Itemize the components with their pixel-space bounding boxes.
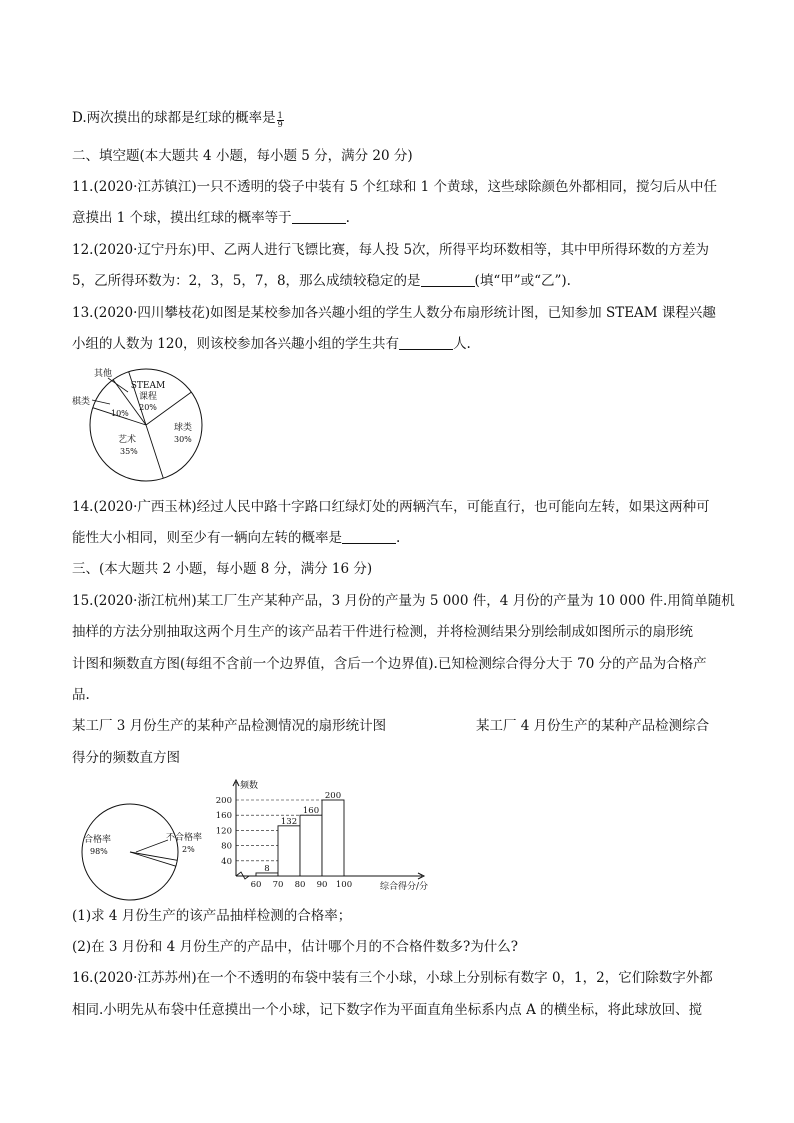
y-tick-label: 120 (215, 826, 232, 837)
leader-line-fail (136, 840, 168, 852)
label-pass-pct: 98% (90, 847, 108, 856)
section-3-heading: 三、(本大题共 2 小题，每小题 8 分，满分 16 分) (72, 561, 373, 577)
chart-caption-2-cont: 得分的频数直方图 (72, 750, 180, 766)
x-tick-label: 90 (316, 880, 328, 890)
bar-value-label: 160 (302, 806, 320, 817)
q11-line1: 11.(2020·江苏镇江)一只不透明的袋子中装有 5 个红球和 1 个黄球，这些球除颜色外都相同，搅匀后从中任 (72, 179, 717, 195)
q14-line1: 14.(2020·广西玉林)经过人民中路十字路口红绿灯处的两辆汽车，可能直行，也可能向左转，如果这两种可 (72, 499, 710, 515)
q14-line2-text: 能性大小相同，则至少有一辆向左转的概率是 (72, 530, 342, 546)
label-other: 其他 (94, 369, 113, 379)
label-chess-pct: 10% (111, 409, 129, 418)
x-tick-label: 60 (250, 880, 262, 890)
answer-blank (342, 530, 396, 544)
q15-line4: 品. (72, 687, 90, 703)
label-ball-pct: 30% (174, 435, 192, 444)
x-tick-label: 80 (294, 880, 306, 890)
q14-line2 (72, 528, 400, 548)
q15-line3: 计图和频数直方图(每组不含前一个边界值，含后一个边界值).已知检测综合得分大于 70 分的产品为合格产 (72, 656, 707, 672)
bar-value-label: 132 (280, 816, 298, 827)
label-art-pct: 35% (120, 447, 138, 456)
bar-value-label: 200 (324, 791, 342, 801)
leader-line-other (108, 378, 128, 392)
label-fail-pct: 2% (182, 845, 195, 854)
q13-line2-end: 人. (453, 336, 471, 352)
bar-value-label: 8 (264, 863, 270, 874)
label-steam-pct: 20% (139, 403, 157, 412)
histogram-bar (322, 800, 344, 876)
q12-line2-end: (填“甲”或“乙”). (474, 273, 571, 289)
option-d (72, 108, 284, 129)
answer-blank (399, 336, 453, 350)
y-axis-label: 频数 (240, 781, 259, 791)
q13-pie-chart (70, 362, 220, 492)
label-art: 艺术 (118, 435, 137, 445)
q13-pie-slice-edge-2 (146, 425, 163, 478)
q12-line2-text: 5，乙所得环数为：2，3，5，7，8，那么成绩较稳定的是 (72, 273, 421, 289)
label-steam-2: 课程 (138, 392, 158, 402)
q11-line2-text: 意摸出 1 个球，摸出红球的概率等于 (72, 210, 292, 226)
histogram-bar (300, 815, 322, 876)
q16-line2: 相同.小明先从布袋中任意摸出一个小球，记下数字作为平面直角坐标系内点 A 的横坐标，将此球放回、搅 (72, 1002, 703, 1018)
label-ball: 球类 (174, 423, 193, 433)
q11-line2-end: . (345, 210, 350, 226)
histogram-bar (278, 826, 300, 876)
answer-blank (292, 210, 346, 224)
fraction-denominator: 9 (277, 120, 283, 129)
y-tick-label: 80 (221, 841, 232, 852)
label-pass: 合格率 (84, 835, 112, 845)
q13-line1: 13.(2020·四川攀枝花)如图是某校参加各兴趣小组的学生人数分布扇形统计图，已知参加 STEAM 课程兴趣 (72, 305, 716, 321)
q15-line1: 15.(2020·浙江杭州)某工厂生产某种产品，3 月份的产量为 5 000 件，4 月份的产量为 10 000 件.用简单随机 (72, 593, 735, 609)
chart-caption-2: 某工厂 4 月份生产的某种产品检测综合 (476, 718, 710, 734)
q15-part1: (1)求 4 月份生产的该产品抽样检测的合格率； (72, 908, 352, 924)
q14-line2-end: . (396, 530, 401, 546)
y-tick-label: 200 (215, 796, 232, 806)
x-tick-label: 70 (272, 880, 284, 890)
q13-line2-text: 小组的人数为 120，则该校参加各兴趣小组的学生共有 (72, 336, 400, 352)
y-tick-label: 160 (215, 811, 232, 822)
y-tick-label: 40 (221, 856, 232, 867)
answer-blank (421, 273, 475, 287)
section-2-heading: 二、填空题(本大题共 4 小题，每小题 5 分，满分 20 分) (72, 148, 413, 164)
q12-line2 (72, 271, 571, 291)
label-steam: STEAM (130, 381, 166, 391)
option-d-text: D.两次摸出的球都是红球的概率是 (72, 110, 276, 126)
q16-line1: 16.(2020·江苏苏州)在一个不透明的布袋中装有三个小球，小球上分别标有数字 0，1，2，它们除数字外都 (72, 970, 713, 986)
x-axis-label: 综合得分/分 (379, 882, 429, 892)
chart-caption-1: 某工厂 3 月份生产的某种产品检测情况的扇形统计图 (72, 718, 387, 734)
label-chess: 棋类 (72, 397, 91, 407)
fraction (277, 112, 284, 129)
april-histogram (196, 776, 436, 896)
q13-line2 (72, 334, 471, 354)
fraction-numerator: 1 (277, 111, 283, 120)
x-tick-label: 100 (335, 880, 353, 890)
q15-part2: (2)在 3 月份和 4 月份生产的产品中，估计哪个月的不合格件数多?为什么? (72, 939, 518, 955)
q12-line1: 12.(2020·辽宁丹东)甲、乙两人进行飞镖比赛，每人投 5次，所得平均环数相等，其中甲所得环数的方差为 (72, 242, 710, 258)
q11-line2 (72, 208, 350, 228)
q15-line2: 抽样的方法分别抽取这两个月生产的该产品若干件进行检测，并将检测结果分别绘制成如图所示的扇形统 (72, 624, 693, 640)
label-fail: 不合格率 (166, 833, 203, 843)
